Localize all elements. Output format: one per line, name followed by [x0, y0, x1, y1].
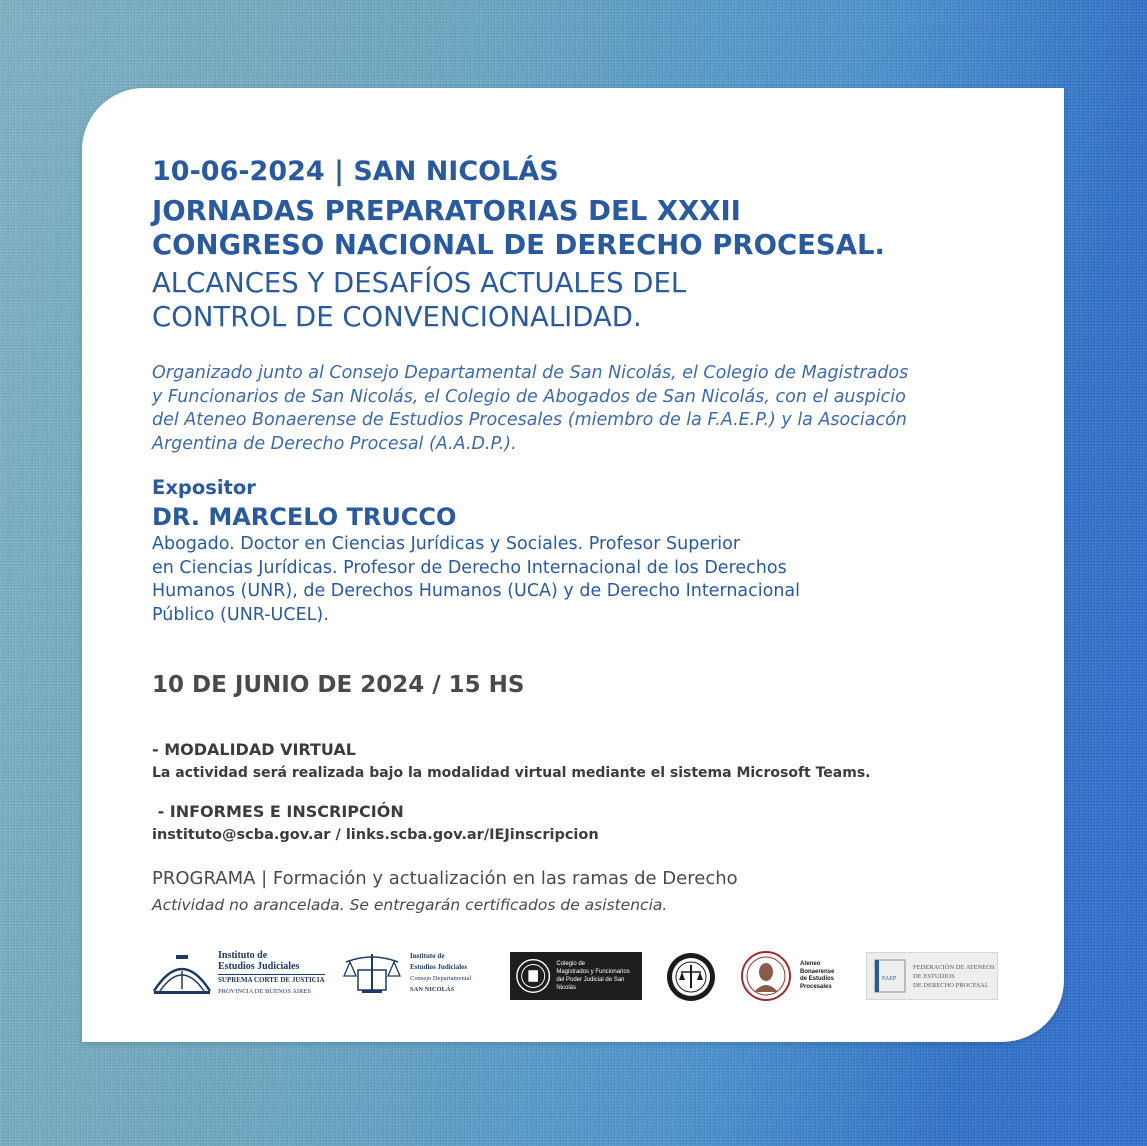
ateneo-line: de Estudios: [800, 976, 835, 982]
event-subtitle-line: CONTROL DE CONVENCIONALIDAD.: [152, 301, 642, 333]
expositor-bio-line: Humanos (UNR), de Derechos Humanos (UCA) y de Derecho Internacional: [152, 581, 801, 601]
faep-line: DE DERECHO PROCESAL: [913, 981, 989, 989]
iej-line: Estudios Judiciales: [218, 961, 300, 972]
event-subtitle: [152, 266, 686, 334]
programa-line: PROGRAMA | Formación y actualización en las ramas de Derecho: [152, 868, 738, 889]
iej-sn-line: Consejo Departamental: [410, 975, 472, 982]
logo-ateneo-bonaerense: [736, 950, 834, 1002]
logo-faep: [866, 952, 998, 1000]
expositor-bio: [152, 533, 800, 627]
event-subtitle-line: ALCANCES Y DESAFÍOS ACTUALES DEL: [152, 267, 687, 299]
organizers-line: Argentina de Derecho Procesal (A.A.D.P.).: [152, 433, 517, 454]
modalidad-title: - MODALIDAD VIRTUAL: [152, 740, 356, 759]
logo-iej-san-nicolas: [340, 950, 471, 996]
faep-line: FEDERACIÓN DE ATENEOS: [913, 963, 995, 971]
organizers-line: del Ateneo Bonaerense de Estudios Procesales (miembro de la F.A.E.P.) y la Asociacón: [152, 410, 907, 430]
colegio-line: Colegio de: [556, 961, 586, 967]
faep-mark-icon: [873, 956, 909, 996]
iej-line: Instituto de: [218, 950, 268, 961]
ateneo-line: Procesales: [800, 983, 832, 990]
colegio-line: del Poder Judicial de San Nicolás: [556, 977, 625, 991]
faep-line: DE ESTUDIOS: [913, 972, 955, 980]
logo-iej-scba: [150, 950, 325, 997]
certificate-note: Actividad no arancelada. Se entregarán certificados de asistencia.: [152, 896, 668, 914]
informes-title: - INFORMES E INSCRIPCIÓN: [152, 802, 404, 821]
expositor-bio-line: Público (UNR-UCEL).: [152, 604, 329, 625]
modalidad-text: La actividad será realizada bajo la modalidad virtual mediante el sistema Microsoft Teams.: [152, 765, 871, 781]
ateneo-line: Ateneo: [800, 961, 821, 967]
logo-colegio-abogados-seal: [666, 952, 716, 1002]
flyer-card: [82, 88, 1064, 1042]
date-location: 10-06-2024 | SAN NICOLÁS: [152, 156, 559, 187]
event-title-line: JORNADAS PREPARATORIAS DEL XXXII: [152, 195, 741, 227]
event-datetime: 10 DE JUNIO DE 2024 / 15 HS: [152, 672, 525, 698]
scales-emblem-icon: [340, 950, 404, 996]
organizers-line: y Funcionarios de San Nicolás, el Colegio de Abogados de San Nicolás, con el auspicio: [152, 386, 906, 407]
iej-line: SUPREMA CORTE DE JUSTICIA: [218, 976, 325, 984]
informes-links[interactable]: instituto@scba.gov.ar / links.scba.gov.ar/IEJinscripcion: [152, 827, 599, 843]
colegio-line: Magistrados y Funcionarios: [556, 969, 630, 975]
organizers-line: Organizado junto al Consejo Departamental de San Nicolás, el Colegio de Magistrados: [152, 363, 909, 383]
ateneo-line: Bonaerense: [800, 968, 835, 975]
iej-line: PROVINCIA DE BUENOS AIRES: [218, 988, 311, 995]
expositor-bio-line: Abogado. Doctor en Ciencias Jurídicas y Sociales. Profesor Superior: [152, 534, 741, 554]
logo-colegio-magistrados: [510, 952, 642, 1000]
iej-sn-line: Estudios Judiciales: [410, 963, 467, 971]
faep-mark-text: FAEP: [882, 976, 897, 982]
ateneo-portrait-icon: [736, 950, 796, 1002]
organizers-text: [152, 362, 908, 456]
iej-sn-line: Instituto de: [410, 952, 445, 960]
iej-emblem-icon: [150, 951, 214, 997]
event-title: [152, 194, 885, 262]
round-seal-icon: [666, 952, 716, 1002]
iej-sn-line: SAN NICOLÁS: [410, 986, 455, 993]
expositor-label: Expositor: [152, 476, 256, 499]
expositor-bio-line: en Ciencias Jurídicas. Profesor de Derecho Internacional de los Derechos: [152, 557, 787, 578]
expositor-name: DR. MARCELO TRUCCO: [152, 503, 457, 531]
colegio-seal-icon: [514, 956, 552, 996]
event-title-line: CONGRESO NACIONAL DE DERECHO PROCESAL.: [152, 229, 885, 261]
